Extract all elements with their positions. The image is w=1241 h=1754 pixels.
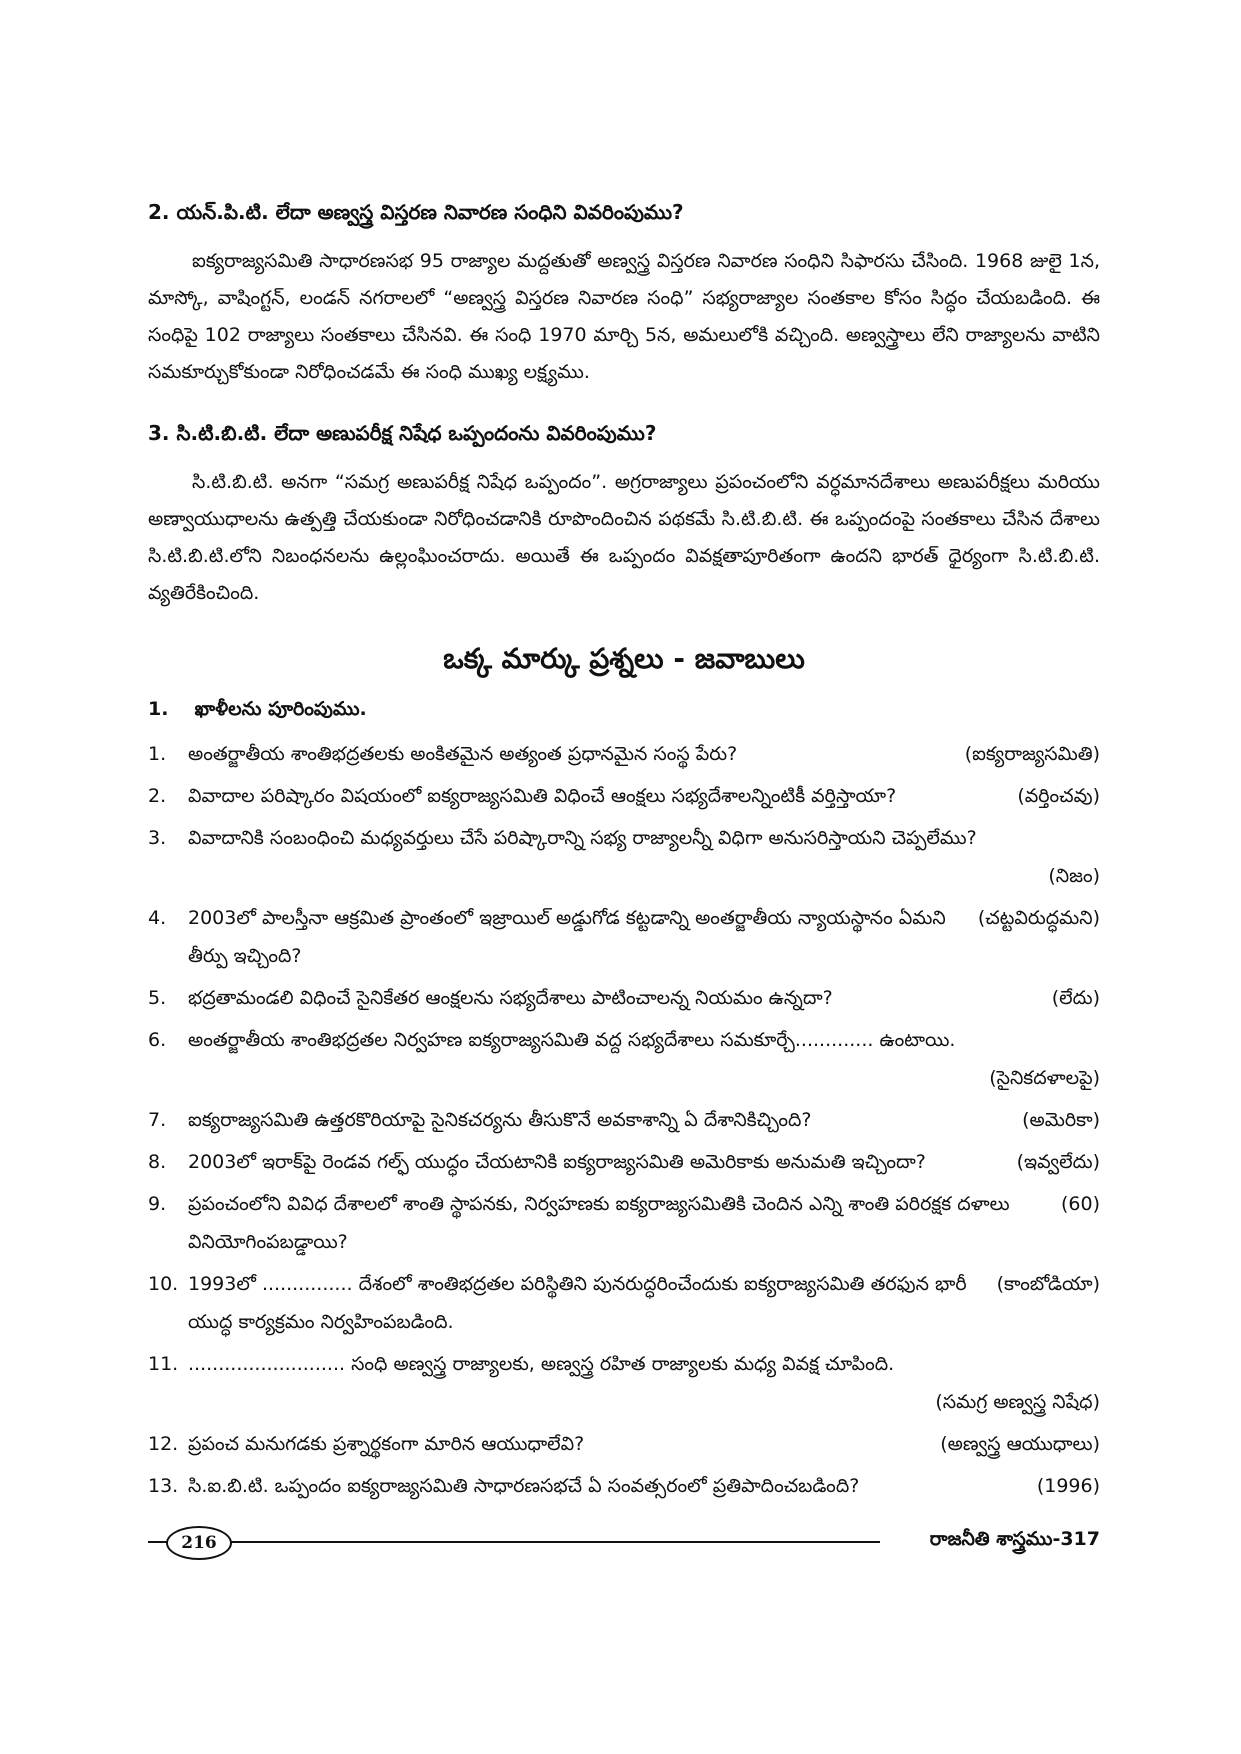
question-body bbox=[188, 979, 1100, 1017]
answer-text: (వర్తించవు) bbox=[1017, 785, 1100, 807]
answer-text: (అణ్వస్త్ర ఆయుధాలు) bbox=[940, 1433, 1100, 1455]
question-number: 11. bbox=[148, 1353, 179, 1375]
answer-text: (ఇవ్వలేదు) bbox=[1016, 1151, 1100, 1173]
page-content bbox=[148, 200, 1100, 1509]
question-text: .......................... సంధి అణ్వస్త్ర రాజ్యాలకు, అణ్వస్త్ర రహిత రాజ్యాలకు మధ్య వివక్ష చూపింది. bbox=[188, 1353, 895, 1375]
answer-text: (60) bbox=[1060, 1193, 1100, 1215]
answer-text: (ఐక్యరాజ్యసమితి) bbox=[964, 743, 1100, 765]
answer-text: (అమెరికా) bbox=[1022, 1109, 1100, 1131]
question-body bbox=[188, 735, 1100, 773]
question-item bbox=[148, 1143, 1100, 1181]
question-text: 1993లో ............... దేశంలో శాంతిభద్రతల పరిస్థితిని పునరుద్ధరించేందుకు ఐక్యరాజ్యసమితి తరఫున భారీ యుద్ధ కార్యక్రమం నిర్వహింపబడింది. bbox=[188, 1273, 967, 1333]
question-item bbox=[148, 1467, 1100, 1505]
question-body bbox=[188, 1101, 1100, 1139]
question-text: 2003లో పాలస్తీనా ఆక్రమిత ప్రాంతంలో ఇజ్రాయిల్ అడ్డుగోడ కట్టడాన్ని అంతర్జాతీయ న్యాయస్థానం ఏమని తీర్పు ఇచ్చింది? bbox=[188, 907, 946, 967]
question-item bbox=[148, 777, 1100, 815]
question-number: 12. bbox=[148, 1433, 179, 1455]
question-body bbox=[188, 1467, 1100, 1505]
question-item bbox=[148, 899, 1100, 975]
question-number: 4. bbox=[148, 907, 167, 929]
question-3-heading: 3. సి.టి.బి.టి. లేదా అణుపరీక్ష నిషేధ ఒప్పందంను వివరింపుము? bbox=[148, 421, 657, 445]
question-number: 5. bbox=[148, 987, 167, 1009]
answer-text: (సమగ్ర అణ్వస్త్ర నిషేధ) bbox=[935, 1391, 1100, 1413]
question-body bbox=[188, 1185, 1100, 1261]
question-text: 2003లో ఇరాక్‌పై రెండవ గల్ఫ్ యుద్ధం చేయటానికి ఐక్యరాజ్యసమితి అమెరికాకు అనుమతి ఇచ్చిందా? bbox=[188, 1151, 926, 1173]
question-number: 2. bbox=[148, 785, 167, 807]
question-body bbox=[188, 777, 1100, 815]
fill-in-heading bbox=[148, 698, 1100, 725]
question-text: సి.ఐ.బి.టి. ఒప్పందం ఐక్యరాజ్యసమితి సాధారణసభచే ఏ సంవత్సరంలో ప్రతిపాదించబడింది? bbox=[188, 1475, 860, 1497]
question-body bbox=[188, 819, 1100, 895]
question-item bbox=[148, 1185, 1100, 1261]
fill-in-number: 1. bbox=[148, 698, 169, 720]
question-text: భద్రతామండలి విధించే సైనికేతర ఆంక్షలను సభ్యదేశాలు పాటించాలన్న నియమం ఉన్నదా? bbox=[188, 987, 833, 1009]
page-number-badge: 216 bbox=[166, 1526, 232, 1560]
answer-text: (చట్టవిరుద్ధమని) bbox=[977, 907, 1100, 929]
question-item bbox=[148, 1425, 1100, 1463]
question-item bbox=[148, 979, 1100, 1017]
footer-rule bbox=[148, 1541, 880, 1543]
question-body bbox=[188, 1265, 1100, 1341]
question-number: 7. bbox=[148, 1109, 167, 1131]
question-number: 10. bbox=[148, 1273, 179, 1295]
question-text: వివాదాల పరిష్కారం విషయంలో ఐక్యరాజ్యసమితి విధించే ఆంక్షలు సభ్యదేశాలన్నింటికీ వర్తిస్తాయా? bbox=[188, 785, 897, 807]
question-body bbox=[188, 899, 1100, 975]
question-body bbox=[188, 1425, 1100, 1463]
section-title: ఒక్క మార్కు ప్రశ్నలు - జవాబులు bbox=[443, 642, 805, 675]
question-item bbox=[148, 735, 1100, 773]
answer-text: (కాంబోడియా) bbox=[996, 1273, 1100, 1295]
question-body bbox=[188, 1021, 1100, 1097]
question-text: ఐక్యరాజ్యసమితి ఉత్తరకొరియాపై సైనికచర్యను తీసుకొనే అవకాశాన్ని ఏ దేశానికిచ్చింది? bbox=[188, 1109, 812, 1131]
question-text: ప్రపంచ మనుగడకు ప్రశ్నార్థకంగా మారిన ఆయుధాలేవి? bbox=[188, 1433, 585, 1455]
one-mark-questions-list bbox=[148, 735, 1100, 1505]
page-footer bbox=[148, 1522, 1100, 1562]
question-body bbox=[188, 1143, 1100, 1181]
question-body bbox=[188, 1345, 1100, 1421]
question-item bbox=[148, 1021, 1100, 1097]
answer-text: (1996) bbox=[1036, 1475, 1100, 1497]
question-number: 9. bbox=[148, 1193, 167, 1215]
answer-text: (లేదు) bbox=[1051, 987, 1100, 1009]
question-item bbox=[148, 1101, 1100, 1139]
question-text: వివాదానికి సంబంధించి మధ్యవర్తులు చేసే పరిష్కారాన్ని సభ్య రాజ్యాలన్నీ విధిగా అనుసరిస్తాయని చెప్పలేము? bbox=[188, 827, 977, 849]
question-text: ప్రపంచంలోని వివిధ దేశాలలో శాంతి స్థాపనకు, నిర్వహణకు ఐక్యరాజ్యసమితికి చెందిన ఎన్ని శాంతి పరిరక్షక దళాలు వినియోగింపబడ్డాయి? bbox=[188, 1193, 1010, 1253]
answer-text: (నిజం) bbox=[1048, 865, 1100, 887]
question-number: 13. bbox=[148, 1475, 179, 1497]
question-item bbox=[148, 1265, 1100, 1341]
fill-in-heading-text: ఖాళీలను పూరింపుము. bbox=[194, 698, 367, 720]
book-title: రాజనీతి శాస్త్రము-317 bbox=[929, 1528, 1100, 1550]
question-item bbox=[148, 1345, 1100, 1421]
question-text: అంతర్జాతీయ శాంతిభద్రతల నిర్వహణ ఐక్యరాజ్యసమితి వద్ద సభ్యదేశాలు సమకూర్చే............. ఉంటాయి. bbox=[188, 1029, 956, 1051]
question-3-answer: సి.టి.బి.టి. అనగా “సమగ్ర అణుపరీక్ష నిషేధ ఒప్పందం”. అగ్రరాజ్యాలు ప్రపంచంలోని వర్ధమానదేశాలు అణుపరీక్షలు మరియు అణ్వాయుధాలను ఉత్పత్తి చేయకుండా నిరోధించడానికి రూపొందించిన పథకమే సి.టి.బి.టి. ఈ ఒప్పందంపై సంతకాలు చేసిన దేశాలు సి.టి.బి.టి.లోని నిబంధనలను ఉల్లంఘించరాదు. అయితే ఈ ఒప్పందం వివక్షతాపూరితంగా ఉందని భారత్ ధైర్యంగా సి.టి.బి.టి. వ్యతిరేకించింది. bbox=[148, 471, 1100, 604]
question-number: 8. bbox=[148, 1151, 167, 1173]
question-number: 1. bbox=[148, 743, 167, 765]
question-number: 6. bbox=[148, 1029, 167, 1051]
answer-text: (సైనికదళాలపై) bbox=[989, 1067, 1100, 1089]
question-text: అంతర్జాతీయ శాంతిభద్రతలకు అంకితమైన అత్యంత ప్రధానమైన సంస్థ పేరు? bbox=[188, 743, 738, 765]
question-2-heading: 2. యన్.పి.టి. లేదా అణ్వస్త్ర విస్తరణ నివారణ సంధిని వివరింపుము? bbox=[148, 200, 684, 224]
question-2-answer: ఐక్యరాజ్యసమితి సాధారణసభ 95 రాజ్యాల మద్దతుతో అణ్వస్త్ర విస్తరణ నివారణ సంధిని సిఫారసు చేసింది. 1968 జులై 1న, మాస్కో, వాషింగ్టన్, లండన్ నగరాలలో “అణ్వస్త్ర విస్తరణ నివారణ సంధి” సభ్యరాజ్యాల సంతకాల కోసం సిద్ధం చేయబడింది. ఈ సంధిపై 102 రాజ్యాలు సంతకాలు చేసినవి. ఈ సంధి 1970 మార్చి 5న, అమలులోకి వచ్చింది. అణ్వస్త్రాలు లేని రాజ్యాలను వాటిని సమకూర్చుకోకుండా నిరోధించడమే ఈ సంధి ముఖ్య లక్ష్యము. bbox=[148, 250, 1100, 383]
question-number: 3. bbox=[148, 827, 167, 849]
question-item bbox=[148, 819, 1100, 895]
